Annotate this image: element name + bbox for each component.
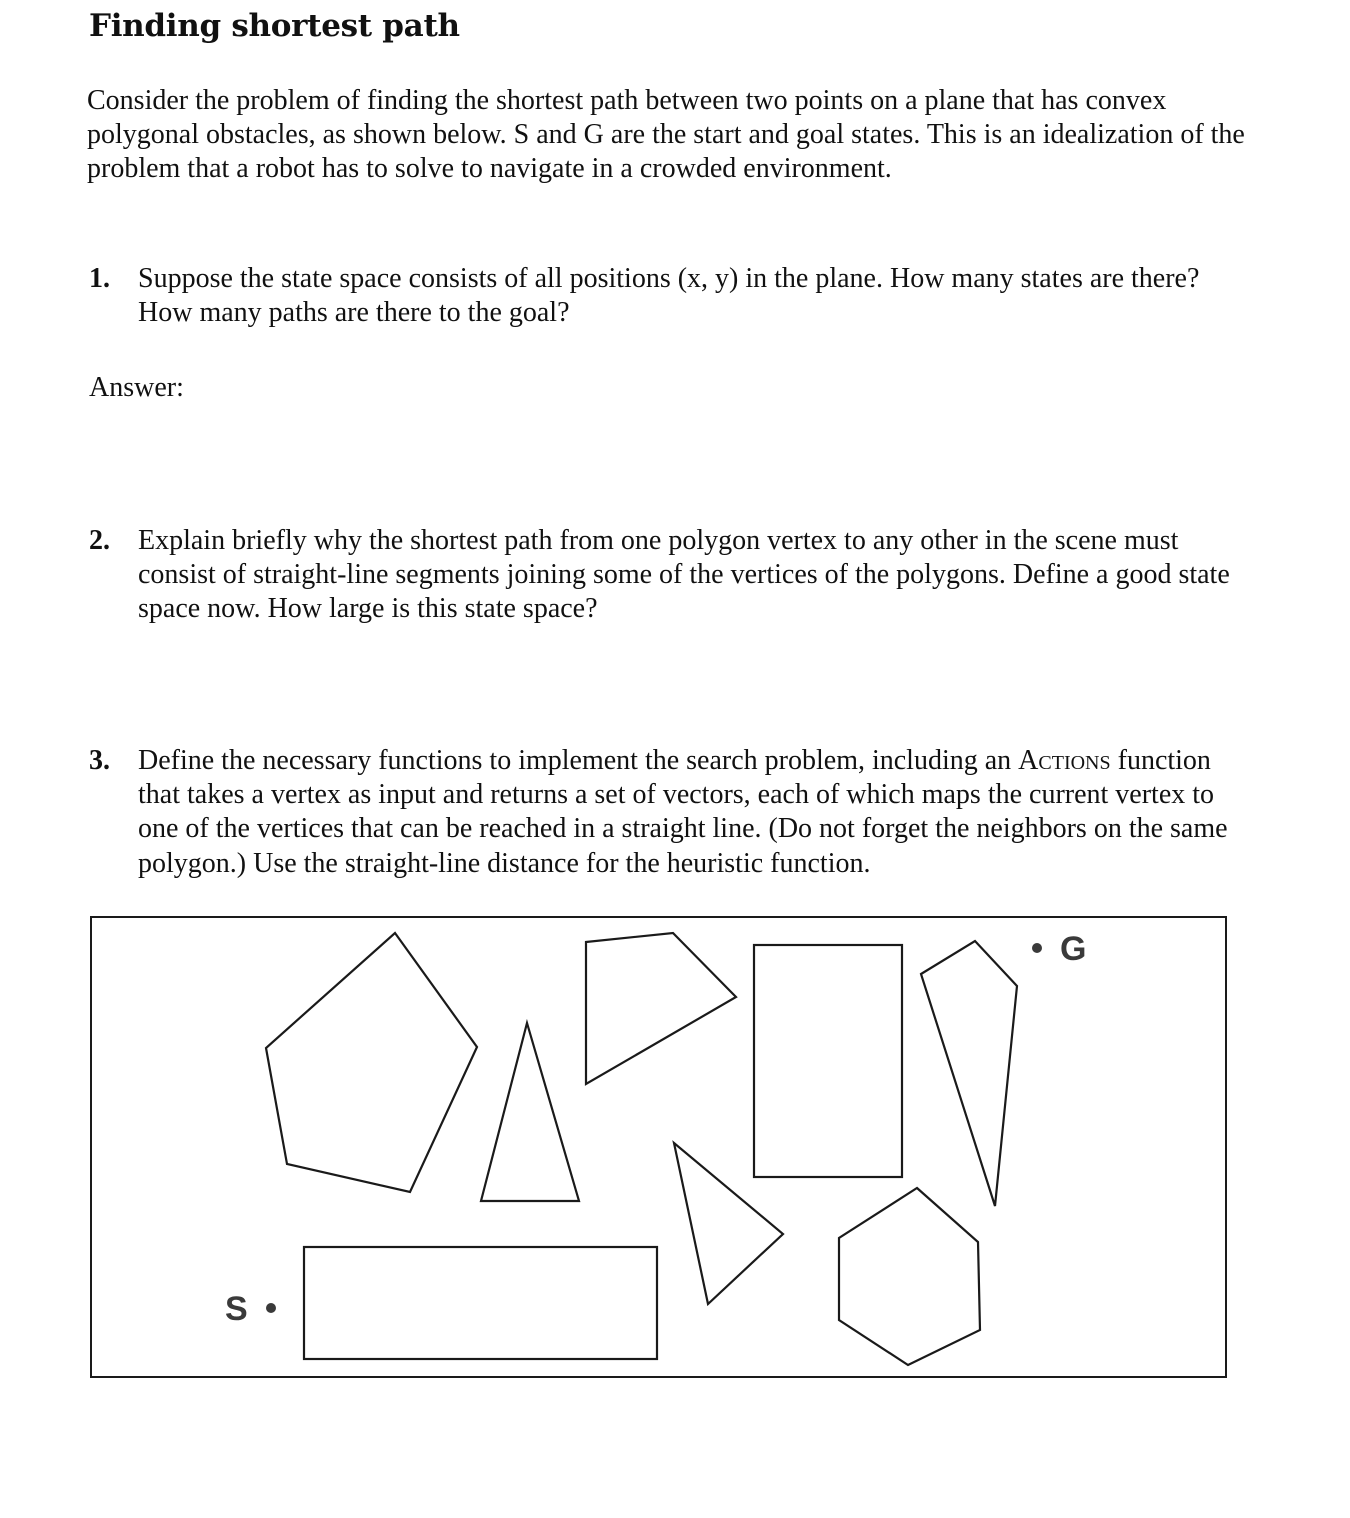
question-1	[89, 262, 1259, 330]
obstacle-figure	[90, 916, 1227, 1378]
question-2	[89, 524, 1259, 627]
page-title: Finding shortest path	[89, 8, 460, 44]
question-number: 3.	[89, 745, 110, 776]
tall-triangle-obstacle	[481, 1023, 579, 1201]
actions-keyword: Actions	[1018, 745, 1111, 776]
intro-paragraph: Consider the problem of finding the shortest path between two points on a plane that has convex polygonal obstacles, as shown below. S and G are the start and goal states. This is an idealization of the problem that a robot has to solve to navigate in a crowded environment.	[87, 85, 1245, 185]
hexagon-obstacle	[839, 1188, 980, 1365]
question-number: 1.	[89, 263, 110, 294]
question-text: Suppose the state space consists of all positions (x, y) in the plane. How many states are there? How many paths are there to the goal?	[138, 263, 1200, 329]
pentagon-obstacle	[266, 933, 477, 1192]
quadrilateral-obstacle	[586, 933, 736, 1084]
question-text	[138, 744, 1259, 881]
obstacle-diagram	[90, 916, 1227, 1378]
question-number: 2.	[89, 525, 110, 556]
question-text-start: Define the necessary functions to implement the search problem, including an	[138, 745, 1019, 776]
answer-label: Answer:	[89, 372, 184, 403]
small-triangle-obstacle	[674, 1143, 783, 1304]
goal-label: G	[1060, 930, 1087, 968]
start-label: S	[225, 1290, 248, 1328]
question-text-end: function that takes a vertex as input and returns a set of vectors, each of which maps the current vertex to one of the vertices that can be reached in a straight line. (Do not forget the neighbors on the same polygon.) Use the straight-line distance for the heuristic function.	[138, 745, 1228, 879]
wide-rectangle-obstacle	[304, 1247, 657, 1359]
goal-point	[1032, 943, 1042, 953]
start-point	[266, 1303, 276, 1313]
question-text: Explain briefly why the shortest path from one polygon vertex to any other in the scene must consist of straight-line segments joining some of the vertices of the polygons. Define a good state space now. How large is this state space?	[138, 525, 1230, 625]
kite-obstacle	[921, 941, 1017, 1206]
tall-rectangle-obstacle	[754, 945, 902, 1177]
figure-border	[91, 917, 1226, 1377]
question-3	[89, 744, 1259, 881]
